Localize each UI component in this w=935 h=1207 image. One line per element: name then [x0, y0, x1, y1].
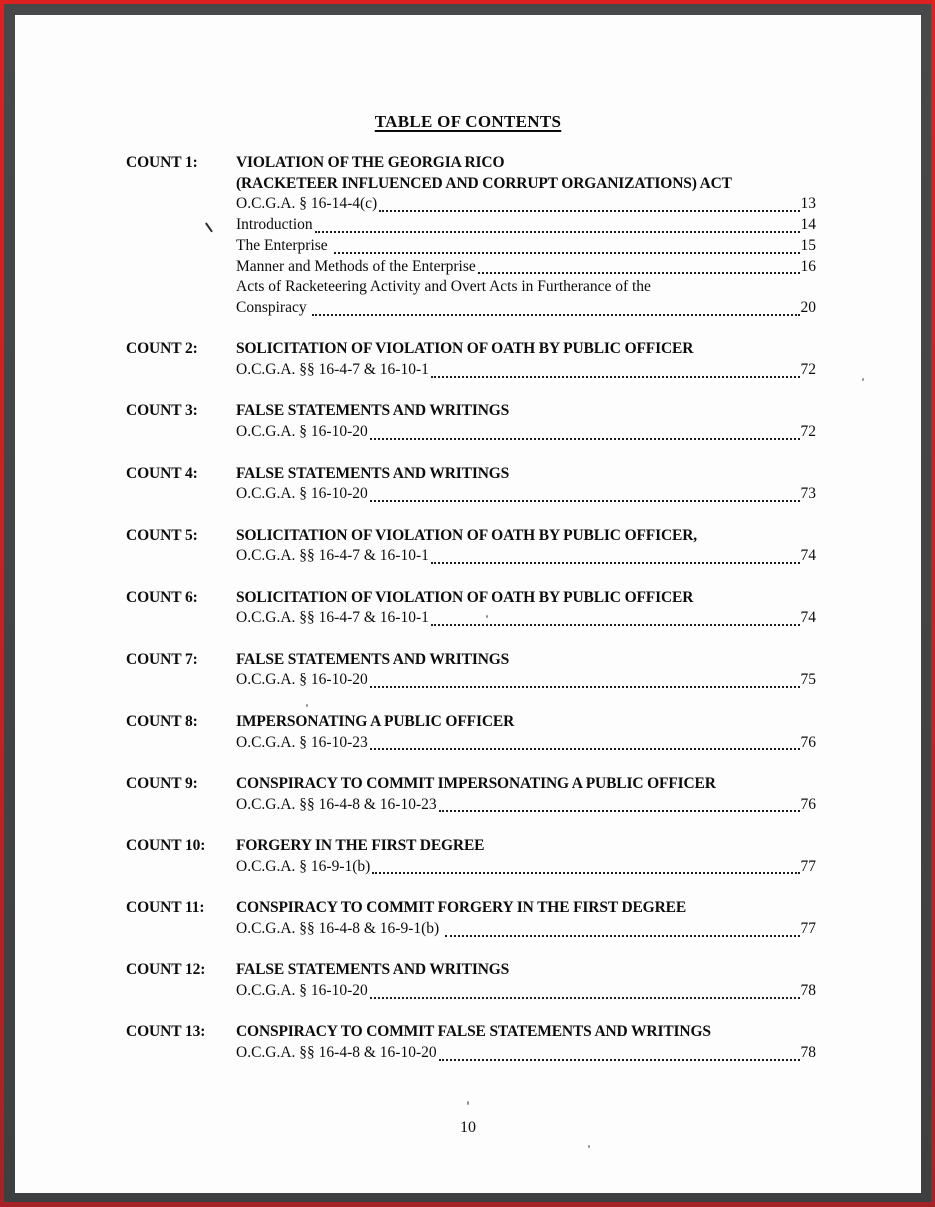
toc-entry [126, 401, 816, 442]
dot-leader [372, 872, 799, 874]
count-label: COUNT 2: [126, 340, 198, 358]
entry-item-page-number: 77 [800, 857, 816, 875]
entry-body [236, 153, 816, 319]
scan-speck [486, 615, 488, 618]
entry-title-line: CONSPIRACY TO COMMIT FORGERY IN THE FIRST DEGREE [236, 899, 687, 917]
entry-item-page-number: 15 [800, 236, 816, 254]
entry-item-page-number: 72 [800, 423, 816, 441]
entry-item-page-number: 77 [800, 919, 816, 937]
entry-item-page-number: 75 [800, 671, 816, 689]
entry-item-text: O.C.G.A. § 16-10-23 [236, 733, 368, 751]
dot-leader [370, 997, 800, 999]
entry-item-text: O.C.G.A. § 16-10-20 [236, 423, 368, 441]
entry-item-row [236, 919, 816, 940]
count-label: COUNT 8: [126, 712, 198, 730]
entry-title-line: VIOLATION OF THE GEORGIA RICO [236, 154, 505, 171]
count-label: COUNT 1: [126, 154, 198, 171]
entry-item-page-number: 78 [800, 1044, 816, 1062]
document-page [15, 15, 921, 1193]
toc-entry [126, 464, 816, 505]
dot-leader [312, 314, 799, 316]
toc-entry [126, 712, 816, 753]
entry-item-row [236, 298, 816, 319]
dot-leader [431, 562, 800, 564]
entry-title-line: FALSE STATEMENTS AND WRITINGS [236, 650, 510, 668]
scan-speck [467, 1101, 469, 1105]
entry-item-page-number: 13 [800, 195, 816, 213]
toc-entry [126, 836, 816, 877]
toc-entry [126, 898, 816, 939]
entry-item-text: Introduction [236, 216, 313, 234]
dot-leader [478, 272, 800, 274]
entry-item-page-number: 74 [800, 547, 816, 565]
entry-item-row [236, 360, 816, 381]
entry-title-line: FALSE STATEMENTS AND WRITINGS [236, 464, 510, 482]
entry-body [236, 401, 816, 442]
entry-body [236, 898, 816, 939]
entry-item-row [236, 670, 816, 691]
entry-item-row [236, 194, 816, 215]
entry-body [236, 1022, 816, 1063]
scan-speck [588, 1145, 590, 1148]
dot-leader [315, 231, 800, 233]
entry-title-line: SOLICITATION OF VIOLATION OF OATH BY PUBLIC OFFICER, [236, 526, 697, 544]
entry-title-line: (RACKETEER INFLUENCED AND CORRUPT ORGANIZATIONS) ACT [236, 174, 732, 192]
count-label: COUNT 4: [126, 464, 198, 482]
page-title: TABLE OF CONTENTS [374, 112, 562, 131]
entry-item-page-number: 16 [800, 257, 816, 275]
count-label: COUNT 12: [126, 961, 206, 979]
toc-entry [126, 650, 816, 691]
entry-title-line: FORGERY IN THE FIRST DEGREE [236, 837, 485, 855]
entry-item-row [236, 733, 816, 754]
dot-leader [439, 810, 800, 812]
entry-item-page-number: 14 [800, 216, 816, 234]
entry-item-wrap-line: Acts of Racketeering Activity and Overt Acts in Furtherance of the [236, 278, 651, 296]
entry-item-row [236, 795, 816, 816]
entry-title-line: SOLICITATION OF VIOLATION OF OATH BY PUBLIC OFFICER [236, 588, 694, 606]
entry-item-page-number: 76 [800, 733, 816, 751]
entry-item-row [236, 1043, 816, 1064]
entry-item-text: O.C.G.A. § 16-10-20 [236, 485, 368, 503]
count-label: COUNT 11: [126, 899, 205, 917]
entry-item-page-number: 78 [800, 981, 816, 999]
entry-title-line: FALSE STATEMENTS AND WRITINGS [236, 402, 510, 420]
dot-leader [370, 748, 800, 750]
dot-leader [379, 210, 799, 212]
count-label: COUNT 6: [126, 588, 198, 606]
entry-body [236, 588, 816, 629]
count-label: COUNT 7: [126, 650, 198, 668]
count-label: COUNT 3: [126, 402, 198, 420]
entry-item-text: The Enterprise [236, 236, 332, 254]
entry-title-line: CONSPIRACY TO COMMIT FALSE STATEMENTS AND WRITINGS [236, 1023, 711, 1041]
entry-body [236, 464, 816, 505]
entry-item-text: O.C.G.A. § 16-14-4(c) [236, 195, 378, 213]
toc-entry [126, 339, 816, 380]
dot-leader [431, 624, 800, 626]
entry-body [236, 774, 816, 815]
entry-item-row [236, 857, 816, 878]
entry-item-page-number: 73 [800, 485, 816, 503]
count-label: COUNT 5: [126, 526, 198, 544]
entry-title-line: FALSE STATEMENTS AND WRITINGS [236, 961, 510, 979]
dot-leader [334, 252, 800, 254]
entry-item-row [236, 546, 816, 567]
entry-item-text: O.C.G.A. §§ 16-4-7 & 16-10-1 [236, 361, 429, 379]
entry-item-page-number: 72 [800, 361, 816, 379]
entry-item-row [236, 422, 816, 443]
entry-body [236, 650, 816, 691]
entry-item-row [236, 236, 816, 257]
entry-item-row [236, 608, 816, 629]
entry-item-row [236, 981, 816, 1002]
entry-body [236, 526, 816, 567]
toc-entry [126, 960, 816, 1001]
table-of-contents [126, 153, 816, 1064]
dot-leader [370, 686, 800, 688]
entry-title-line: SOLICITATION OF VIOLATION OF OATH BY PUBLIC OFFICER [236, 340, 694, 358]
page-number: 10 [460, 1119, 476, 1136]
toc-entry [126, 774, 816, 815]
entry-item-text: O.C.G.A. § 16-10-20 [236, 671, 368, 689]
entry-body [236, 712, 816, 753]
entry-body [236, 836, 816, 877]
entry-item-page-number: 20 [800, 298, 816, 316]
toc-entry [126, 526, 816, 567]
toc-entry [126, 1022, 816, 1063]
entry-title-line: IMPERSONATING A PUBLIC OFFICER [236, 712, 515, 730]
entry-item-text: O.C.G.A. §§ 16-4-7 & 16-10-1 [236, 547, 429, 565]
entry-item-row [236, 257, 816, 278]
entry-item-text: O.C.G.A. §§ 16-4-7 & 16-10-1 [236, 609, 429, 627]
dot-leader [370, 438, 800, 440]
entry-item-page-number: 74 [800, 609, 816, 627]
entry-item-text: O.C.G.A. §§ 16-4-8 & 16-10-20 [236, 1044, 437, 1062]
entry-item-text: Conspiracy [236, 298, 311, 316]
entry-item-text: O.C.G.A. § 16-9-1(b) [236, 857, 371, 875]
scan-speck [862, 378, 864, 381]
entry-item-row [236, 215, 816, 236]
entry-item-page-number: 76 [800, 795, 816, 813]
entry-title-line: CONSPIRACY TO COMMIT IMPERSONATING A PUBLIC OFFICER [236, 774, 716, 792]
entry-item-row [236, 484, 816, 505]
dot-leader [445, 935, 799, 937]
count-label: COUNT 10: [126, 837, 206, 855]
toc-entry [126, 153, 816, 319]
scan-speck [306, 704, 308, 707]
entry-item-text: O.C.G.A. §§ 16-4-8 & 16-10-23 [236, 795, 437, 813]
dot-leader [439, 1059, 800, 1061]
dot-leader [370, 500, 800, 502]
entry-item-text: Manner and Methods of the Enterprise [236, 257, 476, 275]
entry-item-text: O.C.G.A. §§ 16-4-8 & 16-9-1(b) [236, 919, 444, 937]
entry-body [236, 960, 816, 1001]
toc-entry [126, 588, 816, 629]
count-label: COUNT 9: [126, 774, 198, 792]
entry-item-text: O.C.G.A. § 16-10-20 [236, 981, 368, 999]
dot-leader [431, 376, 800, 378]
entry-body [236, 339, 816, 380]
count-label: COUNT 13: [126, 1023, 206, 1041]
